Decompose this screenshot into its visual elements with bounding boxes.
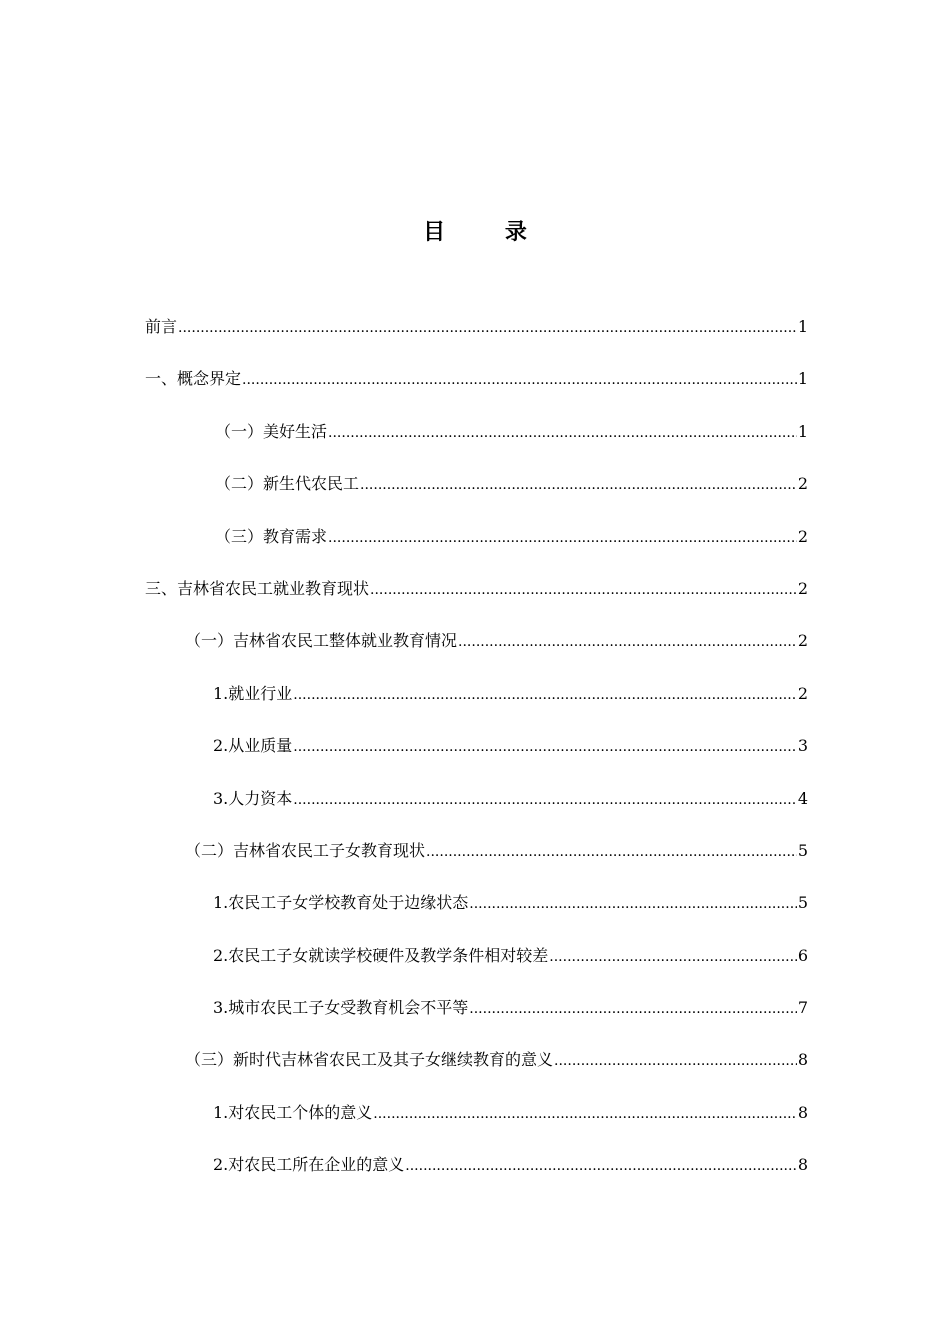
toc-page-number: 3 bbox=[797, 736, 808, 756]
toc-page-number: 5 bbox=[797, 840, 808, 860]
toc-entry-text: 3.人力资本 bbox=[213, 788, 293, 808]
toc-page-number: 5 bbox=[797, 893, 808, 913]
toc-entry[interactable] bbox=[145, 415, 808, 467]
toc-entry-text: 前言 bbox=[145, 317, 178, 336]
toc-entry[interactable] bbox=[145, 991, 808, 1043]
toc-page-number: 8 bbox=[797, 1050, 808, 1070]
toc-entry-text: （三）教育需求 bbox=[215, 526, 328, 546]
toc-entry-text: 2.农民工子女就读学校硬件及教学条件相对较差 bbox=[213, 945, 549, 965]
toc-entry[interactable] bbox=[145, 310, 808, 362]
toc-page-number: 1 bbox=[797, 369, 808, 389]
toc-entry-text: （三）新时代吉林省农民工及其子女继续教育的意义 bbox=[185, 1050, 554, 1070]
toc-page-number: 1 bbox=[797, 317, 808, 336]
toc-page-number: 2 bbox=[797, 474, 808, 494]
toc-entry[interactable] bbox=[145, 729, 808, 781]
toc-entry[interactable] bbox=[145, 1096, 808, 1148]
dot-leader bbox=[360, 468, 797, 502]
dot-leader bbox=[469, 992, 797, 1026]
toc-entry[interactable] bbox=[145, 677, 808, 729]
toc-entry[interactable] bbox=[145, 362, 808, 414]
toc-page-number: 2 bbox=[797, 631, 808, 651]
toc-entry-text: （二）新生代农民工 bbox=[215, 474, 360, 494]
toc-entry-text: （一）美好生活 bbox=[215, 421, 328, 441]
dot-leader bbox=[405, 1149, 797, 1183]
toc-entry[interactable] bbox=[145, 520, 808, 572]
toc-entry[interactable] bbox=[145, 624, 808, 676]
toc-entry-text: 3.城市农民工子女受教育机会不平等 bbox=[213, 998, 469, 1018]
dot-leader bbox=[458, 625, 797, 659]
toc-page-number: 7 bbox=[797, 998, 808, 1018]
table-of-contents bbox=[145, 310, 808, 1201]
toc-entry-text: 1.对农民工个体的意义 bbox=[213, 1102, 373, 1122]
toc-entry-text: （一）吉林省农民工整体就业教育情况 bbox=[185, 631, 458, 651]
toc-entry-text: 2.从业质量 bbox=[213, 736, 293, 756]
toc-entry[interactable] bbox=[145, 886, 808, 938]
toc-entry[interactable] bbox=[145, 834, 808, 886]
dot-leader bbox=[178, 311, 797, 345]
dot-leader bbox=[242, 363, 797, 397]
toc-page-number: 1 bbox=[797, 421, 808, 441]
toc-entry[interactable] bbox=[145, 1148, 808, 1200]
dot-leader bbox=[293, 678, 797, 712]
toc-entry[interactable] bbox=[145, 782, 808, 834]
toc-entry[interactable] bbox=[145, 1043, 808, 1095]
dot-leader bbox=[370, 573, 797, 607]
toc-entry-text: （二）吉林省农民工子女教育现状 bbox=[185, 840, 426, 860]
toc-title: 目 录 bbox=[423, 219, 553, 245]
toc-entry-text: 1.农民工子女学校教育处于边缘状态 bbox=[213, 893, 469, 913]
dot-leader bbox=[554, 1044, 797, 1078]
toc-page-number: 2 bbox=[797, 578, 808, 598]
toc-entry-text: 2.对农民工所在企业的意义 bbox=[213, 1155, 405, 1175]
toc-page-number: 2 bbox=[797, 526, 808, 546]
dot-leader bbox=[293, 730, 797, 764]
toc-entry[interactable] bbox=[145, 572, 808, 624]
toc-page-number: 8 bbox=[797, 1102, 808, 1122]
toc-entry-text: 一、概念界定 bbox=[145, 369, 242, 389]
dot-leader bbox=[373, 1097, 797, 1131]
dot-leader bbox=[549, 940, 797, 974]
toc-entry-text: 三、吉林省农民工就业教育现状 bbox=[145, 578, 370, 598]
toc-entry[interactable] bbox=[145, 467, 808, 519]
toc-page-number: 6 bbox=[797, 945, 808, 965]
dot-leader bbox=[328, 416, 797, 450]
dot-leader bbox=[328, 521, 797, 555]
dot-leader bbox=[469, 887, 797, 921]
toc-entry-text: 1.就业行业 bbox=[213, 683, 293, 703]
dot-leader bbox=[293, 783, 797, 817]
dot-leader bbox=[426, 835, 797, 869]
toc-page-number: 2 bbox=[797, 683, 808, 703]
toc-entry[interactable] bbox=[145, 939, 808, 991]
toc-page-number: 8 bbox=[797, 1155, 808, 1175]
toc-page-number: 4 bbox=[797, 788, 808, 808]
